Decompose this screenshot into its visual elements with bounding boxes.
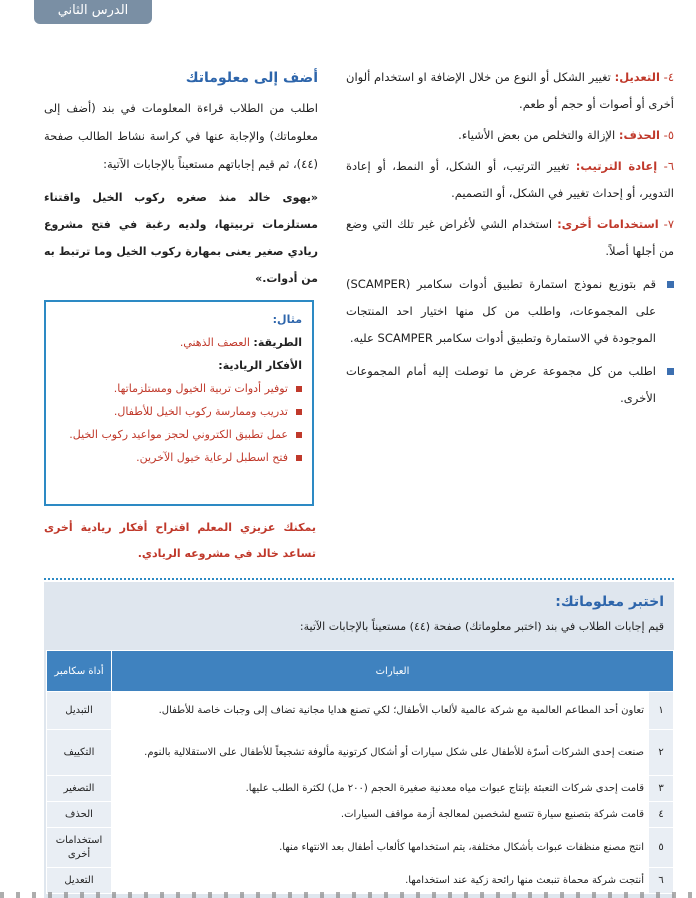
list-item <box>56 377 302 400</box>
list-item <box>346 153 674 207</box>
row-number: ١ <box>649 692 674 730</box>
bullet-item <box>346 271 674 352</box>
row-tool: استخدامات أخرى <box>47 828 112 868</box>
bullet-item <box>346 358 674 412</box>
row-number: ٤ <box>649 802 674 828</box>
section-body: اطلب من الطلاب قراءة المعلومات في بند (أضف إلى معلوماتك) والإجابة عنها في كراسة نشاط الطالب صفحة (٤٤)، ثم قيم إجاباتهم مستعيناً بالإجابات الآتية: <box>44 101 318 171</box>
item-text: الإزالة والتخلص من بعض الأشياء. <box>458 128 619 142</box>
item-text: استخدام الشي لأغراض غير تلك التي وضع من أجلها أصلاً. <box>346 217 674 258</box>
square-bullet-icon <box>296 455 302 461</box>
teacher-note: يمكنك عزيزي المعلم اقتراح أفكار ريادية أخرى تساعد خالد في مشروعه الريادي. <box>44 521 316 560</box>
test-title: اختبر معلوماتك: <box>555 594 664 610</box>
square-bullet-icon <box>296 409 302 415</box>
list-item <box>346 122 674 149</box>
row-number: ٦ <box>649 868 674 894</box>
top-bar <box>0 0 696 26</box>
square-bullet-icon <box>296 386 302 392</box>
row-statement: صنعت إحدى الشركات أسرّة للأطفال على شكل سيارات أو أشكال كرتونية مألوفة تشجيعاً للأطفال على الاستقلالية بالنوم. <box>112 730 649 776</box>
left-column <box>44 64 318 292</box>
idea-text: فتح اسطبل لرعاية خيول الآخرين. <box>136 451 288 464</box>
row-statement: قامت إحدى شركات التعبئة بإنتاج عبوات مياه معدنية صغيرة الحجم (٢٠٠ مل) لكثرة الطلب عليها. <box>112 776 649 802</box>
bullet-text: قم بتوزيع نموذج استمارة تطبيق أدوات سكامبر (SCAMPER) على المجموعات، واطلب من كل منها اختيار احد المنتجات الموجودة في الاستمارة وتطبيق أدوات سكامبر SCAMPER عليه. <box>346 277 656 345</box>
item-text: تغيير الشكل أو النوع من خلال الإضافة او استخدام ألوان أخرى أو أصوات أو حجم أو طعم. <box>346 70 674 111</box>
idea-text: توفير أدوات تربية الخيول ومستلزماتها. <box>113 382 288 395</box>
right-column <box>346 64 674 412</box>
list-item <box>56 423 302 446</box>
item-number: ٤- <box>663 70 675 84</box>
item-term: إعادة الترتيب: <box>575 159 658 173</box>
col-statements: العبارات <box>112 651 674 692</box>
row-tool: الحذف <box>47 802 112 828</box>
test-subtitle: قيم إجابات الطلاب في بند (اختبر معلوماتك) صفحة (٤٤) مستعيناً بالإجابات الآتية: <box>299 620 664 633</box>
square-bullet-icon <box>667 368 674 375</box>
example-box <box>44 300 314 506</box>
list-item <box>56 400 302 423</box>
row-statement: تعاون أحد المطاعم العالمية مع شركة عالمية لألعاب الأطفال؛ لكي تصنع هدايا مجانية تضاف إلى وجبات خاصة للأطفال. <box>112 692 649 730</box>
item-number: ٧- <box>663 217 675 231</box>
row-tool: التصغير <box>47 776 112 802</box>
section-divider <box>44 578 674 580</box>
section-heading: أضف إلى معلوماتك <box>185 70 318 86</box>
col-tool: أداة سكامبر <box>47 651 112 692</box>
quote-text: «يهوى خالد منذ صغره ركوب الخيل واقتناء مستلزمات تربيتها، ولديه رغبة في فتح مشروع ريادي صغير يعنى بمهارة ركوب الخيل وما ترتبط به من أدوات.» <box>44 191 318 285</box>
item-term: استخدامات أخرى: <box>557 217 659 231</box>
row-number: ٢ <box>649 730 674 776</box>
table-row <box>47 730 674 776</box>
table-row <box>47 802 674 828</box>
method-label: الطريقة: <box>253 336 302 349</box>
item-term: الحذف: <box>618 128 660 142</box>
table-header-row <box>47 651 674 692</box>
test-section <box>44 582 674 898</box>
table-row <box>47 828 674 868</box>
row-statement: انتج مصنع منظفات عبوات بأشكال مختلفة، يتم استخدامها كألعاب أطفال بعد الانتهاء منها. <box>112 828 649 868</box>
table-row <box>47 692 674 730</box>
row-tool: التعديل <box>47 868 112 894</box>
ideas-list <box>56 377 302 469</box>
method-line <box>56 331 302 354</box>
answers-table <box>46 650 674 894</box>
list-item <box>346 211 674 265</box>
example-title: مثال: <box>272 313 302 326</box>
item-number: ٥- <box>663 128 674 142</box>
lesson-tab: الدرس الثاني <box>34 0 152 24</box>
row-statement: أنتجت شركة محماة تنبعث منها رائحة زكية عند استخدامها. <box>112 868 649 894</box>
table-row <box>47 868 674 894</box>
method-value: العصف الذهني. <box>179 336 254 349</box>
ideas-label: الأفكار الريادية: <box>218 359 302 372</box>
list-item <box>346 64 674 118</box>
idea-text: تدريب وممارسة ركوب الخيل للأطفال. <box>113 405 288 418</box>
row-number: ٣ <box>649 776 674 802</box>
item-term: التعديل: <box>614 70 660 84</box>
item-number: ٦- <box>663 159 675 173</box>
table-row <box>47 776 674 802</box>
page-scroll-dots <box>0 892 696 898</box>
row-tool: التبديل <box>47 692 112 730</box>
item-text: تغيير الترتيب، أو الشكل، أو النمط، أو إعادة التدوير، أو إحداث تغيير في الشكل، أو التصميم. <box>346 159 674 200</box>
row-statement: قامت شركة بتصنيع سيارة تتسع لشخصين لمعالجة أزمة مواقف السيارات. <box>112 802 649 828</box>
row-tool: التكييف <box>47 730 112 776</box>
list-item <box>56 446 302 469</box>
square-bullet-icon <box>667 281 674 288</box>
bullet-text: اطلب من كل مجموعة عرض ما توصلت إليه أمام المجموعات الأخرى. <box>346 364 656 405</box>
idea-text: عمل تطبيق الكتروني لحجز مواعيد ركوب الخيل. <box>69 428 288 441</box>
row-number: ٥ <box>649 828 674 868</box>
square-bullet-icon <box>296 432 302 438</box>
